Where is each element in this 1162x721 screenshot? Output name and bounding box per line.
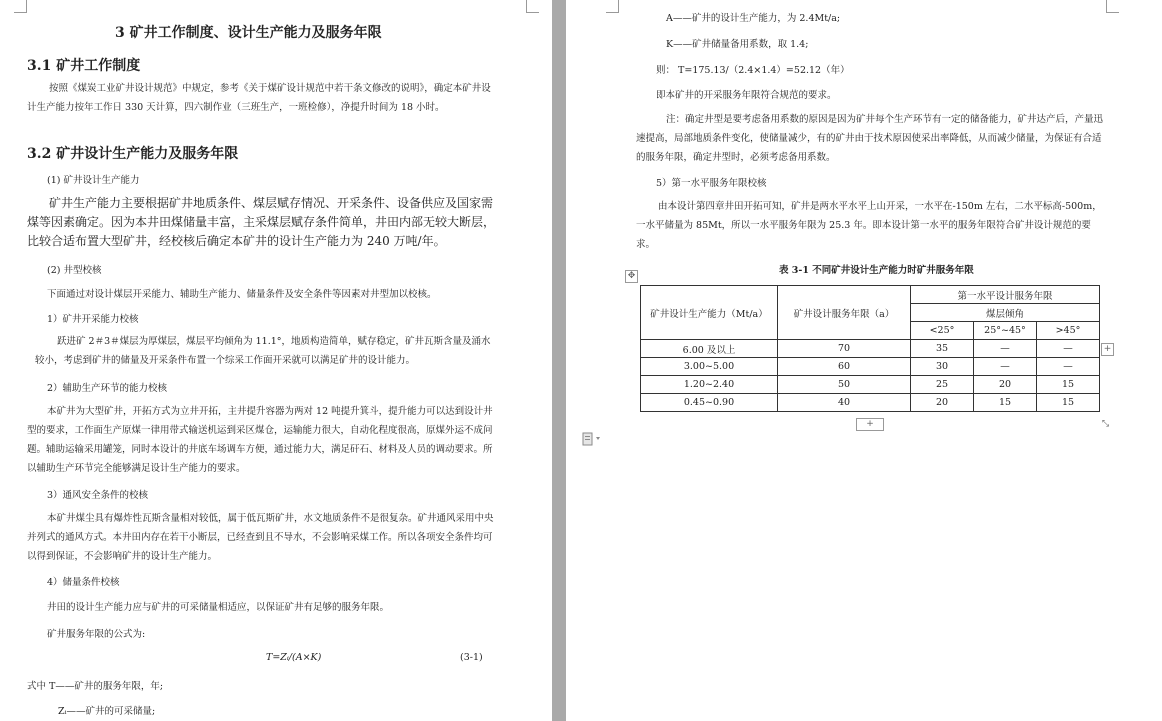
table-cell: 40 (778, 394, 911, 412)
list-item-heading: 1）矿井开采能力校核 (47, 314, 139, 325)
resize-icon[interactable]: ⤡ (1101, 419, 1110, 429)
table-header-cell: 矿井设计生产能力（Mt/a） (641, 286, 778, 340)
section-heading-3-2: 3.2 矿井设计生产能力及服务年限 (27, 146, 239, 162)
table-header-cell: >45° (1037, 322, 1100, 340)
section-heading-3-1: 3.1 矿井工作制度 (27, 58, 141, 74)
table-row (641, 394, 1100, 412)
table-cell: — (974, 358, 1037, 376)
table-cell: 15 (1037, 394, 1100, 412)
table-cell: 30 (911, 358, 974, 376)
table-cell: 1.20~2.40 (641, 376, 778, 394)
table-row (641, 358, 1100, 376)
table-cell: — (1037, 340, 1100, 358)
table-cell: 35 (911, 340, 974, 358)
table-cell: 25 (911, 376, 974, 394)
formula-definition: A——矿井的设计生产能力，为 2.4Mt/a; (666, 13, 841, 24)
table-cell: 0.45~0.90 (641, 394, 778, 412)
table-cell: — (1037, 358, 1100, 376)
table-cell: 3.00~5.00 (641, 358, 778, 376)
list-item-heading: 4）储量条件校核 (47, 577, 120, 588)
formula-definition: K——矿井储量备用系数，取 1.4; (666, 39, 809, 50)
list-item-heading: 3）通风安全条件的校核 (47, 490, 149, 501)
list-item-heading: (1) 矿井设计生产能力 (47, 175, 140, 186)
table-row (641, 340, 1100, 358)
calculation: 则： T=175.13/（2.4×1.4）=52.12（年） (656, 65, 850, 76)
table-header-cell: 第一水平设计服务年限 (911, 286, 1100, 304)
crop-mark (1106, 0, 1119, 13)
note-paragraph: 注：确定井型是要考虑备用系数的原因是因为矿井每个生产环节有一定的储备能力，矿井达产后，产量迅速提高，局部地质条件变化，使储量减少，有的矿井由于技术原因使采出率降低，从而减少储量，为保证有合适的服务年限，确定井型时，必须考虑备用系数。 (636, 114, 1104, 163)
paragraph: 本矿井煤尘具有爆炸性瓦斯含量相对较低，属于低瓦斯矿井，水文地质条件不是很复杂。矿井通风采用中央并列式的通风方式。本井田内存在若干小断层，已经查到且不导水，不会影响采煤工作。所以各项安全条件均可以得到保证，不会影响矿井的设计生产能力。 (27, 513, 494, 562)
paragraph: 下面通过对设计煤层开采能力、辅助生产能力、储量条件及安全条件等因素对井型加以校核。 (47, 289, 437, 300)
move-icon[interactable]: ✥ (625, 270, 638, 283)
formula-definition: Zᵢ——矿井的可采储量; (58, 706, 156, 717)
paragraph: 按照《煤炭工业矿井设计规范》中规定，参考《关于煤矿设计规范中若干条文修改的说明》，确定本矿井设计生产能力按年工作日 330 天计算，四六制作业（三班生产，一班检修），净提升时间为 18 小时。 (27, 83, 491, 113)
table-header-cell: 煤层倾角 (911, 304, 1100, 322)
list-item-heading: (2) 井型校核 (47, 265, 102, 276)
crop-mark (526, 0, 539, 13)
paragraph: 矿井服务年限的公式为: (47, 629, 146, 640)
add-column-plus-icon[interactable]: + (1101, 343, 1114, 356)
table-cell: 50 (778, 376, 911, 394)
table-cell: 6.00 及以上 (641, 340, 778, 358)
table-cell: 60 (778, 358, 911, 376)
table-header-cell: 矿井设计服务年限（a） (778, 286, 911, 340)
table-header-cell: <25° (911, 322, 974, 340)
table-cell: — (974, 340, 1037, 358)
formula: T=Zᵢ/(A×K) (266, 652, 322, 663)
table-cell: 15 (1037, 376, 1100, 394)
list-item-heading: 2）辅助生产环节的能力校核 (47, 383, 168, 394)
crop-mark (14, 0, 27, 13)
paragraph: 矿井生产能力主要根据矿井地质条件、煤层赋存情况、开采条件、设备供应及国家需煤等因素确定。因为本井田煤储量丰富，主采煤层赋存条件简单，井田内部无较大断层，比较合适布置大型矿井，经校核后确定本矿井的设计生产能力为 240 万吨/年。 (27, 196, 496, 248)
table-cell: 70 (778, 340, 911, 358)
formula-number: (3-1) (460, 652, 483, 663)
list-item-heading: 5）第一水平服务年限校核 (656, 178, 767, 189)
formula-definition: 式中 T——矿井的服务年限，年; (27, 681, 164, 692)
table-cell: 15 (974, 394, 1037, 412)
table-row (641, 376, 1100, 394)
crop-mark (606, 0, 619, 13)
data-table (640, 285, 1100, 412)
chapter-title: 3 矿井工作制度、设计生产能力及服务年限 (115, 25, 382, 41)
paragraph: 本矿井为大型矿井，开拓方式为立井开拓，主井提升容器为两对 12 吨提升箕斗，提升能力可以达到设计井型的要求，工作面生产原煤一律用带式输送机运到采区煤仓，运输能力很大，自动化程度很高，原煤外运不成问题。辅助运输采用罐笼，同时本设计的井底车场调车方便，通过能力大，满足矸石、材料及人员的调动要求。所以辅助生产环节完全能够满足设计生产能力的要求。 (27, 406, 493, 474)
paragraph: 由本设计第四章井田开拓可知，矿井是两水平水平上山开采，一水平在-150m 左右，二水平标高-500m，一水平储量为 85Mt，所以一水平服务年限为 25.3 年。即本设计第一水平的服务年限符合矿井设计规范的要求。 (636, 201, 1102, 250)
add-row-plus-icon[interactable]: + (856, 418, 884, 431)
paste-icon[interactable] (582, 431, 604, 445)
paragraph: 即本矿井的开采服务年限符合规范的要求。 (656, 90, 837, 101)
paragraph: 井田的设计生产能力应与矿井的可采储量相适应，以保证矿井有足够的服务年限。 (47, 602, 390, 613)
document-page-left (0, 0, 552, 721)
table-cell: 20 (974, 376, 1037, 394)
paragraph: 跃进矿 2＃3＃煤层为厚煤层，煤层平均倾角为 11.1°，地质构造简单，赋存稳定，矿井瓦斯含量及涌水较小，考虑到矿井的储量及开采条件布置一个综采工作面开采就可以满足矿井的设计能力。 (35, 336, 491, 366)
table-header-cell: 25°~45° (974, 322, 1037, 340)
table-caption: 表 3-1 不同矿井设计生产能力时矿井服务年限 (779, 265, 974, 276)
table-cell: 20 (911, 394, 974, 412)
